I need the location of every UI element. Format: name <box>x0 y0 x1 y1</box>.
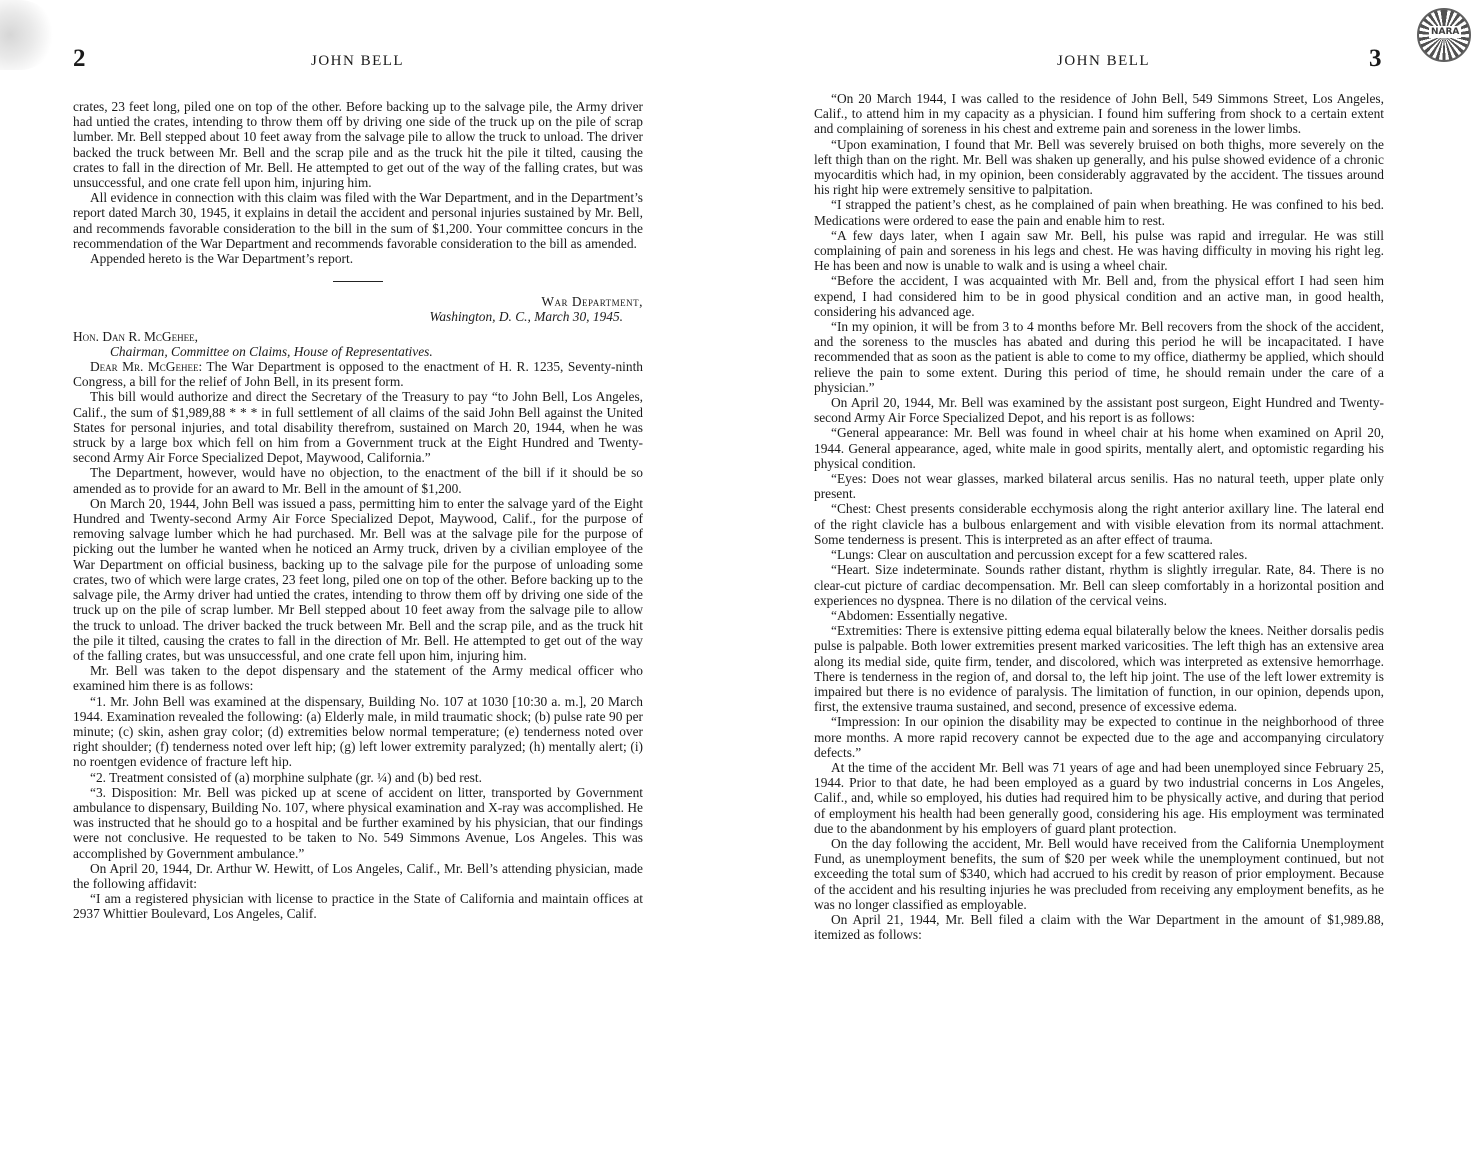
paragraph: “On 20 March 1944, I was called to the residence of John Bell, 549 Simmons Street, Los Angeles, Calif., to attend him in my capacity as a physician. I found him suffering from shock to a certain extent and complaining of soreness in his chest and extreme pain and soreness in the lower limbs. <box>814 91 1384 137</box>
letterhead-department: War Department, <box>541 294 643 310</box>
paragraph: “2. Treatment consisted of (a) morphine sulphate (gr. ¼) and (b) bed rest. <box>90 769 482 785</box>
salutation: Dear Mr. McGehee: <box>90 359 203 375</box>
paragraph: “1. Mr. John Bell was examined at the dispensary, Building No. 107 at 1030 [10:30 a. m.], 20 March 1944. Examination revealed the following: (a) Elderly male, in mild traumatic shock; (b) pulse rate 90 per minute; (c) skin, ashen gray color; (d) extremities below normal temperature; (e) tenderness noted over right shoulder; (f) tenderness noted over left hip; (g) left lower extremity paralyzed; (h) mentally alert; (i) no roentgen evidence of fracture left hip. <box>73 693 643 770</box>
salutation-paragraph <box>73 359 643 389</box>
archive-stamp-mark <box>0 0 55 70</box>
paragraph: “3. Disposition: Mr. Bell was picked up at scene of accident on litter, transported by Government ambulance to dispensary, Building No. 107, where physical examination and X-ray was accomplished. He was instructed that he should go to a hospital and be further examined by his physician, that our findings were not conclusive. He requested to be taken to No. 549 Simmons Avenue, Los Angeles. This was accomplished by Government ambulance.” <box>73 784 643 861</box>
addressee-title: Chairman, Committee on Claims, House of Representatives. <box>110 343 433 359</box>
paragraph: “Impression: In our opinion the disability may be expected to continue in the neighborhood of three more months. A more rapid recovery cannot be expected due to the age and accompanying circulatory defects.” <box>814 714 1384 760</box>
paragraph: “I am a registered physician with license to practice in the State of California and maintain offices at 2937 Whittier Boulevard, Los Angeles, Calif. <box>73 891 643 922</box>
letterhead-date: Washington, D. C., March 30, 1945. <box>429 309 623 325</box>
paragraph: Appended hereto is the War Department’s report. <box>90 251 354 267</box>
paragraph: “A few days later, when I again saw Mr. Bell, his pulse was rapid and irregular. He was still complaining of pain and soreness in his legs and chest. He was having difficulty in moving his right leg. He has been and now is unable to walk and is using a wheel chair. <box>814 227 1384 274</box>
paragraph: At the time of the accident Mr. Bell was 71 years of age and had been unemployed since February 25, 1944. Prior to that date, he had been employed as a guard by two industrial concerns in Los Angeles, Calif., and, while so employed, his duties had required him to be physically active, and during that period of employment his health had been generally good, considering his age. His employment was terminated due to the abandonment by his employers of guard plant protection. <box>814 759 1384 836</box>
paragraph: On March 20, 1944, John Bell was issued a pass, permitting him to enter the salvage yard of the Eight Hundred and Twenty-second Army Air Force Specialized Depot, Maywood, Calif., for the purpose of removing salvage lumber which he had purchased. Mr. Bell was at the salvage pile for the purpose of picking out the lumber he wanted when he noticed an Army truck, driven by a civilian employee of the War Department on official business, backing up to the salvage pile for the purpose of unloading some crates, two of which were large crates, 23 feet long, piled one on top of the other. Before backing up to the salvage pile, the Army driver had untied the crates, intending to throw them off by driving one side of the truck up on the pile of scrap lumber. Mr Bell stepped about 10 feet away from the salvage pile to allow the truck to unload. The driver backed the truck between Mr. Bell and the scrap pile, and as the truck hit the pile it tilted, causing the crates to fall in the direction of Mr. Bell. He attempted to get out of the way of the falling crates, but was unsuccessful, and one crate fell upon him, injuring him. <box>73 495 643 663</box>
stamp-label: NARA <box>1431 27 1460 37</box>
paragraph: On April 20, 1944, Mr. Bell was examined by the assistant post surgeon, Eight Hundred and Twenty-second Army Air Force Specialized Depot, and his report is as follows: <box>814 395 1384 426</box>
paragraph: All evidence in connection with this claim was filed with the War Department, and in the Department’s report dated March 30, 1945, it explains in detail the accident and personal injuries sustained by Mr. Bell, and recommends favorable consideration to the bill in the sum of $1,200. Your committee concurs in the recommendation of the War Department and recommends favorable consideration to the bill as amended. <box>73 190 643 251</box>
paragraph: This bill would authorize and direct the Secretary of the Treasury to pay “to John Bell, Los Angeles, Calif., the sum of $1,989,88 * * * in full settlement of all claims of the said John Bell against the United States for personal injuries, and total disability therefrom, sustained on March 20, 1944, when he was struck by a large box which fell on him from a Government truck at the Eight Hundred and Twenty-second Army Air Force Specialized Depot, Maywood, California.” <box>73 389 643 466</box>
addressee-name: Hon. Dan R. McGehee, <box>73 328 198 344</box>
salutation-text: The War Department is opposed to the enactment of H. R. 1235, Seventy-ninth Congress, a bill for the relief of John Bell, in its present form. <box>73 359 644 390</box>
paragraph: On April 21, 1944, Mr. Bell filed a claim with the War Department in the amount of $1,989.88, itemized as follows: <box>814 911 1384 943</box>
paragraph: “Before the accident, I was acquainted with Mr. Bell and, from the physical effort I had seen him expend, I had considered him to be in good physical condition and an active man, in good health, considering his advanced age. <box>814 273 1384 319</box>
paragraph: On the day following the accident, Mr. Bell would have received from the California Unemployment Fund, as unemployment benefits, the sum of $20 per week while the unemployment continued, but not exceeding the total sum of $340, which had accrued to his credit by reason of prior employment. Because of the accident and his resulting injuries he was precluded from receiving any employment benefits, as he was no longer classified as employable. <box>814 835 1384 912</box>
letterhead <box>73 294 643 324</box>
paragraph: “Chest: Chest presents considerable ecchymosis along the right anterior axillary line. The lateral end of the right clavicle has a bulbous enlargement and with visible elevation from its normal attachment. Some tenderness is present. This is interpreted as an after effect of trauma. <box>814 501 1384 547</box>
paragraph: “General appearance: Mr. Bell was found in wheel chair at his home when examined on April 20, 1944. General appearance, aged, white male in good spirits, mentally alert, and optomistic regarding his physical condition. <box>814 425 1384 471</box>
paragraph: “Heart. Size indeterminate. Sounds rather distant, rhythm is slightly irregular. Rate, 84. There is no clear-cut picture of cardiac decompensation. Mr. Bell can sleep comfortably in a horizontal position and experiences no dyspnea. There is no dilation of the cervical veins. <box>814 562 1384 608</box>
paragraph: On April 20, 1944, Dr. Arthur W. Hewitt, of Los Angeles, Calif., Mr. Bell’s attending physician, made the following affidavit: <box>73 860 643 891</box>
paragraph: “Upon examination, I found that Mr. Bell was severely bruised on both thighs, more severely on the left thigh than on the right. Mr. Bell was shaken up generally, and his pulse showed evidence of a chronic myocarditis which had, in my opinion, been considerably aggravated by the accident. The tissues around his right hip were extremely sensitive to palpitation. <box>814 136 1384 198</box>
paragraph: The Department, however, would have no objection, to the enactment of the bill if it should be so amended as to provide for an award to Mr. Bell in the amount of $1,200. <box>73 465 643 496</box>
paragraph: crates, 23 feet long, piled one on top of the other. Before backing up to the salvage pile, the Army driver had untied the crates, intending to throw them off by driving one side of the truck up on the pile of scrap lumber. Mr. Bell stepped about 10 feet away from the salvage pile to allow the truck to unload. The driver backed the truck between Mr. Bell and the scrap pile and as the truck hit the pile it tilted, causing the crates to fall in the direction of Mr. Bell. He attempted to get out of the way of the falling crates, but was unsuccessful, and one crate fell upon him, injuring him. <box>73 99 643 191</box>
right-page <box>770 0 1477 1162</box>
section-divider <box>333 281 383 282</box>
paragraph: “I strapped the patient’s chest, as he complained of pain when breathing. He was confined to his bed. Medications were ordered to ease the pain and enable him to rest. <box>814 197 1384 228</box>
addressee <box>73 329 643 344</box>
archive-seal-stamp <box>1417 8 1471 62</box>
left-page <box>0 0 700 1162</box>
page-number: 3 <box>1369 45 1382 72</box>
paragraph: “Lungs: Clear on auscultation and percussion except for a few scattered rales. <box>831 547 1248 563</box>
running-head: JOHN BELL <box>311 53 405 69</box>
paragraph: “Eyes: Does not wear glasses, marked bilateral arcus senilis. Has no natural teeth, upper plate only present. <box>814 471 1384 502</box>
running-head: JOHN BELL <box>1057 53 1151 69</box>
body-text <box>73 99 643 922</box>
page-number: 2 <box>73 45 86 72</box>
paragraph: Mr. Bell was taken to the depot dispensary and the statement of the Army medical officer who examined him there is as follows: <box>73 663 643 694</box>
paragraph: “Extremities: There is extensive pitting edema equal bilaterally below the knees. Neither dorsalis pedis pulse is palpable. Both lower extremities present marked varicosities. The left thigh has an extensive area along its medial side, quite firm, tender, and discolored, which was interpreted as extensive hemorrhage. There is tenderness in the region of, and dorsal to, the left hip joint. The use of the left lower extremity is impaired but there is no evidence of paralysis. The limitation of function, in our opinion, depends upon, first, the extensive trauma sustained, and second, presence of excessive edema. <box>814 623 1384 715</box>
paragraph: “Abdomen: Essentially negative. <box>831 607 1008 623</box>
body-text <box>814 91 1384 942</box>
paragraph: “In my opinion, it will be from 3 to 4 months before Mr. Bell recovers from the shock of the accident, and the soreness to the muscles has abated and during this period he will be incapacitated. I have recommended that as soon as the patient is able to come to my office, diathermy be applied, which should relieve the pain to some extent. During this period of time, he should remain under the care of a physician.” <box>814 319 1384 395</box>
